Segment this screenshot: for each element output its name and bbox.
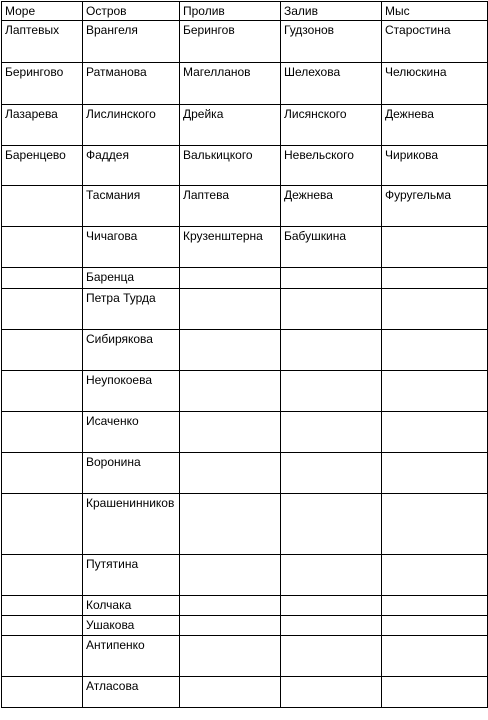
header-cell-sea[interactable]: Море <box>2 2 83 21</box>
cell-sea[interactable] <box>2 596 83 616</box>
cell-strait[interactable]: Крузенштерна <box>180 227 281 268</box>
names-table-body <box>2 2 488 708</box>
cell-island[interactable]: Фаддея <box>83 146 180 186</box>
cell-bay[interactable] <box>281 330 382 371</box>
cell-cape[interactable] <box>382 330 488 371</box>
cell-bay[interactable]: Шелехова <box>281 63 382 105</box>
cell-bay[interactable]: Бабушкина <box>281 227 382 268</box>
header-cell-bay[interactable]: Залив <box>281 2 382 21</box>
cell-sea[interactable] <box>2 412 83 453</box>
cell-sea[interactable] <box>2 289 83 330</box>
cell-strait[interactable] <box>180 268 281 289</box>
cell-island[interactable]: Врангеля <box>83 21 180 63</box>
cell-island[interactable]: Ратманова <box>83 63 180 105</box>
cell-bay[interactable] <box>281 677 382 708</box>
cell-sea[interactable] <box>2 453 83 494</box>
table-row <box>2 616 488 636</box>
cell-island[interactable]: Тасмания <box>83 186 180 227</box>
table-row <box>2 371 488 412</box>
cell-sea[interactable]: Лаптевых <box>2 21 83 63</box>
cell-sea[interactable]: Берингово <box>2 63 83 105</box>
cell-strait[interactable] <box>180 371 281 412</box>
cell-cape[interactable]: Фуругельма <box>382 186 488 227</box>
table-row <box>2 146 488 186</box>
header-cell-strait[interactable]: Пролив <box>180 2 281 21</box>
cell-strait[interactable]: Берингов <box>180 21 281 63</box>
cell-cape[interactable] <box>382 596 488 616</box>
cell-cape[interactable] <box>382 616 488 636</box>
cell-cape[interactable] <box>382 677 488 708</box>
cell-bay[interactable]: Гудзонов <box>281 21 382 63</box>
cell-island[interactable]: Атласова <box>83 677 180 708</box>
table-row <box>2 453 488 494</box>
table-row <box>2 21 488 63</box>
names-table <box>1 1 488 708</box>
cell-sea[interactable] <box>2 636 83 677</box>
cell-cape[interactable] <box>382 371 488 412</box>
cell-island[interactable]: Неупокоева <box>83 371 180 412</box>
cell-strait[interactable] <box>180 677 281 708</box>
cell-bay[interactable]: Невельского <box>281 146 382 186</box>
cell-strait[interactable] <box>180 289 281 330</box>
table-row <box>2 105 488 146</box>
header-cell-cape[interactable]: Мыс <box>382 2 488 21</box>
table-row <box>2 412 488 453</box>
cell-strait[interactable] <box>180 636 281 677</box>
cell-bay[interactable] <box>281 494 382 555</box>
table-row <box>2 494 488 555</box>
table-row <box>2 555 488 596</box>
table-row <box>2 268 488 289</box>
cell-island[interactable]: Ушакова <box>83 616 180 636</box>
table-row <box>2 289 488 330</box>
cell-island[interactable]: Лислинского <box>83 105 180 146</box>
header-cell-island[interactable]: Остров <box>83 2 180 21</box>
cell-cape[interactable] <box>382 412 488 453</box>
table-row <box>2 636 488 677</box>
cell-bay[interactable] <box>281 636 382 677</box>
cell-bay[interactable] <box>281 412 382 453</box>
cell-bay[interactable] <box>281 289 382 330</box>
table-row <box>2 677 488 708</box>
cell-sea[interactable] <box>2 494 83 555</box>
table-row <box>2 596 488 616</box>
cell-strait[interactable] <box>180 453 281 494</box>
cell-strait[interactable] <box>180 494 281 555</box>
cell-bay[interactable] <box>281 268 382 289</box>
cell-cape[interactable] <box>382 555 488 596</box>
cell-cape[interactable]: Старостина <box>382 21 488 63</box>
cell-cape[interactable] <box>382 494 488 555</box>
cell-island[interactable]: Чичагова <box>83 227 180 268</box>
cell-sea[interactable] <box>2 555 83 596</box>
cell-cape[interactable] <box>382 453 488 494</box>
table-row <box>2 227 488 268</box>
cell-sea[interactable] <box>2 330 83 371</box>
cell-sea[interactable] <box>2 371 83 412</box>
cell-strait[interactable] <box>180 412 281 453</box>
cell-strait[interactable] <box>180 555 281 596</box>
cell-sea[interactable]: Баренцево <box>2 146 83 186</box>
table-row <box>2 63 488 105</box>
cell-bay[interactable]: Лисянского <box>281 105 382 146</box>
cell-cape[interactable] <box>382 636 488 677</box>
cell-island[interactable]: Воронина <box>83 453 180 494</box>
cell-cape[interactable]: Челюскина <box>382 63 488 105</box>
cell-cape[interactable]: Дежнева <box>382 105 488 146</box>
cell-strait[interactable]: Магелланов <box>180 63 281 105</box>
cell-strait[interactable] <box>180 596 281 616</box>
cell-island[interactable]: Антипенко <box>83 636 180 677</box>
cell-cape[interactable] <box>382 268 488 289</box>
cell-cape[interactable] <box>382 289 488 330</box>
cell-bay[interactable] <box>281 616 382 636</box>
cell-island[interactable]: Петра Турда <box>83 289 180 330</box>
cell-island[interactable]: Исаченко <box>83 412 180 453</box>
cell-island[interactable]: Колчака <box>83 596 180 616</box>
cell-strait[interactable] <box>180 330 281 371</box>
cell-bay[interactable] <box>281 555 382 596</box>
cell-strait[interactable]: Валькицкого <box>180 146 281 186</box>
header-row <box>2 2 488 21</box>
cell-bay[interactable] <box>281 453 382 494</box>
cell-bay[interactable]: Дежнева <box>281 186 382 227</box>
cell-island[interactable]: Баренца <box>83 268 180 289</box>
cell-sea[interactable]: Лазарева <box>2 105 83 146</box>
cell-sea[interactable] <box>2 186 83 227</box>
cell-bay[interactable] <box>281 371 382 412</box>
cell-island[interactable]: Путятина <box>83 555 180 596</box>
table-row <box>2 186 488 227</box>
cell-strait[interactable] <box>180 616 281 636</box>
cell-strait[interactable]: Лаптева <box>180 186 281 227</box>
cell-sea[interactable] <box>2 677 83 708</box>
cell-island[interactable]: Крашенинников <box>83 494 180 555</box>
cell-cape[interactable]: Чирикова <box>382 146 488 186</box>
cell-strait[interactable]: Дрейка <box>180 105 281 146</box>
cell-sea[interactable] <box>2 616 83 636</box>
table-row <box>2 330 488 371</box>
cell-sea[interactable] <box>2 268 83 289</box>
cell-island[interactable]: Сибирякова <box>83 330 180 371</box>
cell-cape[interactable] <box>382 227 488 268</box>
cell-bay[interactable] <box>281 596 382 616</box>
cell-sea[interactable] <box>2 227 83 268</box>
